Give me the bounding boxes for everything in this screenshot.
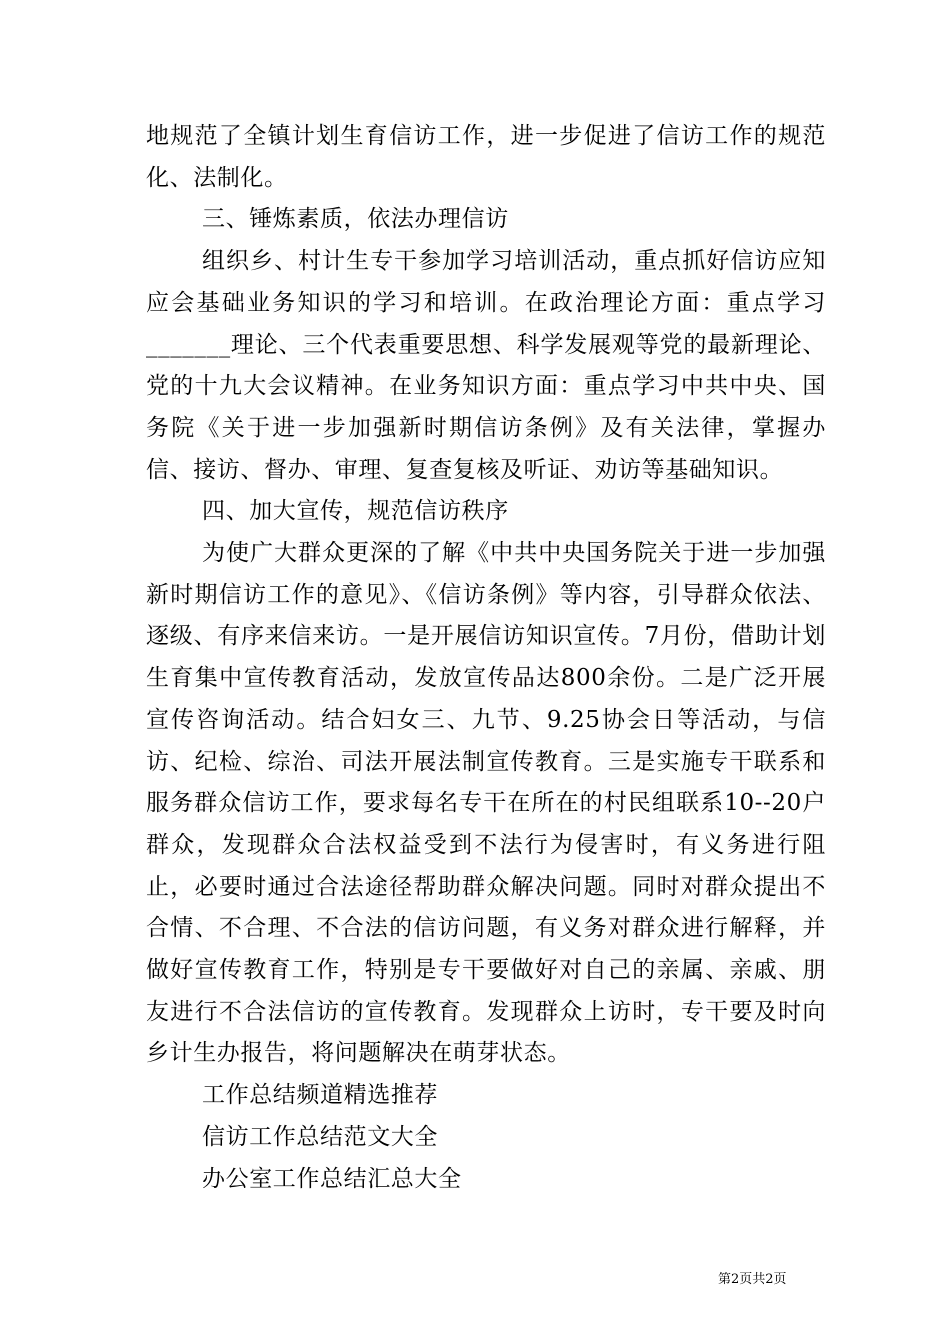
recommend-link-list [146, 1117, 826, 1200]
section-heading-3: 三、锤炼素质，依法办理信访 [202, 206, 509, 233]
section-heading-4: 四、加大宣传，规范信访秩序 [202, 498, 509, 525]
recommend-link-petition-summary[interactable]: 信访工作总结范文大全 [202, 1123, 438, 1150]
recommend-heading: 工作总结频道精选推荐 [202, 1082, 438, 1109]
document-body [146, 116, 826, 1200]
paragraph-publicity: 为使广大群众更深的了解《中共中央国务院关于进一步加强新时期信访工作的意见》、《信访条例》等内容，引导群众依法、逐级、有序来信来访。一是开展信访知识宣传。7月份，借助计划生育集中宣传教育活动，发放宣传品达800余份。二是广泛开展宣传咨询活动。结合妇女三、九节、9.25协会日等活动，与信访、纪检、综治、司法开展法制宣传教育。三是实施专干联系和服务群众信访工作，要求每名专干在所在的村民组联系10--20户群众，发现群众合法权益受到不法行为侵害时，有义务进行阻止，必要时通过合法途径帮助群众解决问题。同时对群众提出不合情、不合理、不合法的信访问题，有义务对群众进行解释，并做好宣传教育工作，特别是专干要做好对自己的亲属、亲戚、朋友进行不合法信访的宣传教育。发现群众上访时，专干要及时向乡计生办报告，将问题解决在萌芽状态。 [146, 540, 826, 1067]
paragraph-training: 组织乡、村计生专干参加学习培训活动，重点抓好信访应知应会基础业务知识的学习和培训。在政治理论方面：重点学习_______理论、三个代表重要思想、科学发展观等党的最新理论、党的十九大会议精神。在业务知识方面：重点学习中共中央、国务院《关于进一步加强新时期信访条例》及有关法律，掌握办信、接访、督办、审理、复查复核及听证、劝访等基础知识。 [146, 248, 826, 483]
page-indicator: 第2页共2页 [718, 1272, 787, 1287]
paragraph-continuation: 地规范了全镇计划生育信访工作，进一步促进了信访工作的规范化、法制化。 [146, 123, 826, 191]
recommend-link-office-summary[interactable]: 办公室工作总结汇总大全 [202, 1165, 462, 1192]
